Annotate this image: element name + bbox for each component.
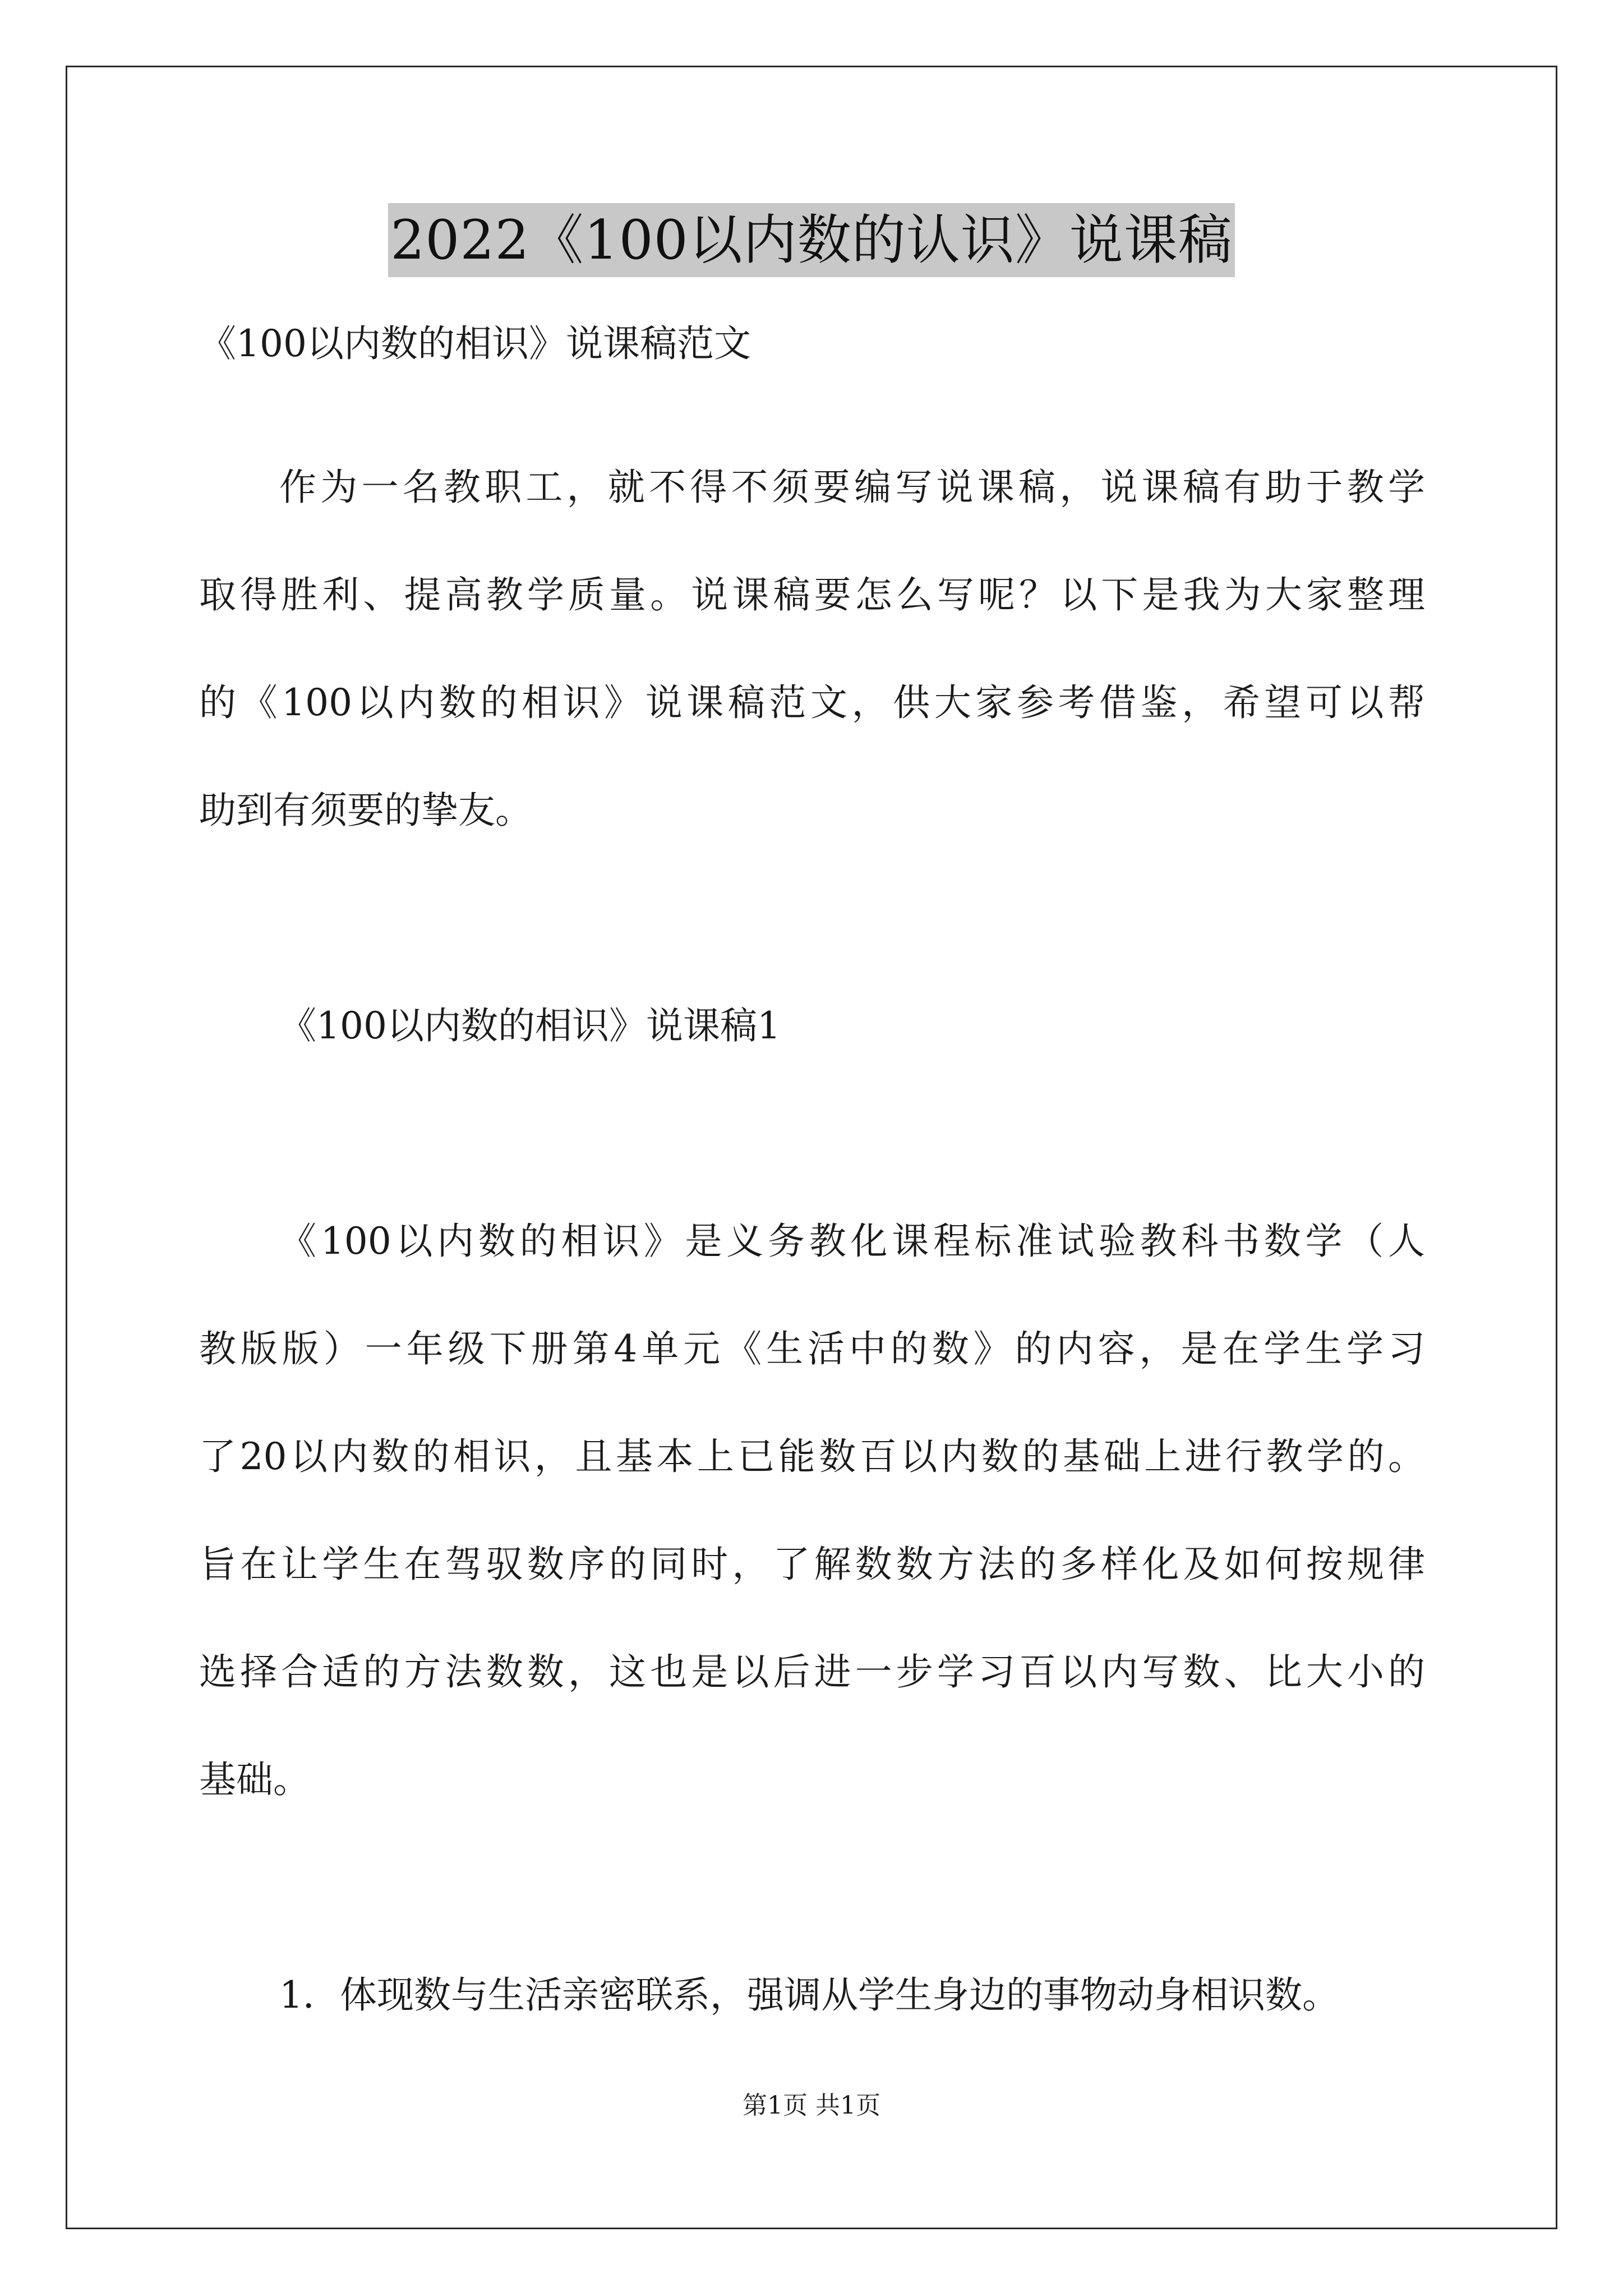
- title-container: [0, 203, 1623, 277]
- intro-line-2: 取得胜利、提高教学质量。说课稿要怎么写呢？以下是我为大家整理: [199, 573, 1425, 616]
- intro-line-3: 的《100以内数的相识》说课稿范文，供大家参考借鉴，希望可以帮: [199, 681, 1425, 724]
- page-border: [66, 66, 1557, 2229]
- point-1: 1．体现数与生活亲密联系，强调从学生身边的事物动身相识数。: [279, 1973, 1339, 2017]
- body-line-2: 教版版）一年级下册第4单元《生活中的数》的内容，是在学生学习: [199, 1327, 1425, 1370]
- body-line-4: 旨在让学生在驾驭数序的同时，了解数数方法的多样化及如何按规律: [199, 1543, 1425, 1586]
- body-line-6: 基础。: [199, 1758, 310, 1801]
- body-line-5: 选择合适的方法数数，这也是以后进一步学习百以内写数、比大小的: [199, 1650, 1425, 1694]
- body-line-3: 了20以内数的相识，且基本上已能数百以内数的基础上进行教学的。: [199, 1435, 1425, 1478]
- document-title: 2022《100以内数的认识》说课稿: [388, 203, 1235, 277]
- subtitle: 《100以内数的相识》说课稿范文: [199, 322, 751, 365]
- section-heading: 《100以内数的相识》说课稿1: [279, 1004, 781, 1047]
- body-line-1: 《100以内数的相识》是义务教化课程标准试验教科书数学（人: [279, 1220, 1425, 1263]
- page-footer: 第1页 共1页: [743, 2091, 880, 2120]
- intro-line-4: 助到有须要的挚友。: [199, 789, 532, 832]
- intro-line-1: 作为一名教职工，就不得不须要编写说课稿，说课稿有助于教学: [279, 466, 1425, 509]
